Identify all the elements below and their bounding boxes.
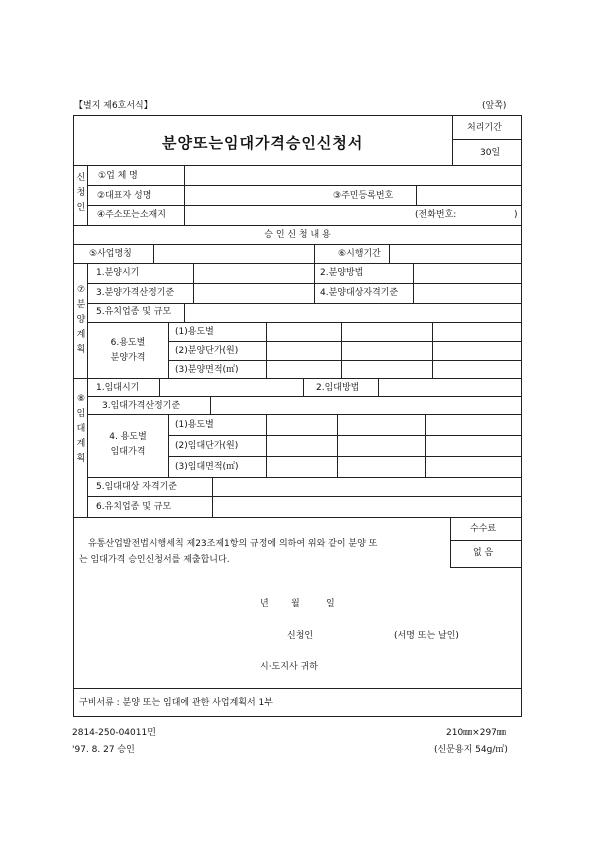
sale-sub-unit-price: (2)분양단가(원) — [175, 346, 239, 356]
sale-facility-divider — [184, 303, 185, 322]
business-name-divider — [153, 244, 154, 263]
footer-approval: '97. 8. 27 승인 — [72, 745, 135, 755]
lease-col-1 — [266, 414, 267, 477]
sale-group-label: ⑦분양계획 — [76, 285, 86, 355]
recipient-label: 시·도지사 귀하 — [260, 662, 318, 672]
lease-by-use-label-2: 임대가격 — [110, 447, 146, 457]
business-name-label: ⑤사업명칭 — [89, 249, 132, 259]
lease-group-divider — [87, 378, 88, 477]
processing-divider — [452, 115, 453, 165]
applicant-line-2 — [87, 205, 522, 206]
sale-sub-area: (3)분양면적(㎡) — [175, 365, 239, 375]
business-period-divider-left — [314, 244, 315, 263]
applicant-group-label: 신청인 — [76, 173, 86, 213]
page-side: (앞쪽) — [482, 101, 507, 111]
business-period-divider-right — [389, 244, 390, 263]
lease-sub-line-2 — [168, 456, 522, 457]
lease-by-use-label-1: 4. 용도별 — [109, 432, 147, 442]
lease-lower-group-divider — [87, 477, 88, 517]
lease-line-3 — [87, 477, 522, 478]
sale-time-label: 1.분양시기 — [96, 268, 140, 278]
lease-sub-unit-price: (2)임대단가(원) — [175, 441, 239, 451]
sale-by-use-label-1: 6.용도별 — [110, 338, 146, 348]
sale-line-1 — [87, 283, 522, 284]
lease-line-2 — [87, 414, 522, 415]
processing-value: 30일 — [480, 148, 501, 158]
lease-qualification-label: 5.임대대상 자격기준 — [96, 482, 178, 492]
lease-sub-use: (1)용도별 — [175, 420, 214, 430]
lease-bottom-line — [73, 517, 522, 518]
footer-paper: (신문용지 54g/㎡) — [434, 745, 508, 755]
sale-method-label: 2.분양방법 — [320, 268, 364, 278]
lease-time-divider — [159, 378, 160, 396]
fee-mid-line — [450, 540, 522, 541]
content-header: 승 인 신 청 내 용 — [264, 230, 331, 240]
resident-no-divider — [416, 185, 417, 205]
declaration-line-1: 유통산업발전법시행세칙 제23조제1항의 규정에 의하여 위와 같이 분양 또 — [88, 539, 378, 549]
sale-by-use-label-2: 분양가격 — [110, 353, 146, 363]
sale-price-basis-label: 3.분양가격산정기준 — [96, 288, 175, 298]
sale-bottom-line — [73, 378, 522, 379]
applicant-group-divider — [87, 165, 88, 225]
sale-col-2 — [341, 322, 342, 378]
sale-line-2 — [87, 303, 522, 304]
sale-qualification-label: 4.분양대상자격기준 — [320, 288, 399, 298]
lease-sub-area: (3)임대면적(㎡) — [175, 462, 239, 472]
form-number: 【별지 제6호서식】 — [74, 101, 153, 111]
fee-bottom-line — [450, 567, 522, 568]
sale-col-3 — [432, 322, 433, 378]
applicant-sign-label: 신청인 — [287, 631, 314, 641]
date-year: 년 — [260, 599, 269, 609]
applicant-bottom-line — [73, 225, 522, 226]
lease-method-label: 2.임대방법 — [316, 383, 360, 393]
business-period-label: ⑥시행기간 — [338, 249, 381, 259]
attachments-top-line — [73, 688, 522, 689]
lease-time-label: 1.임대시기 — [96, 383, 140, 393]
footer-code: 2814-250-04011민 — [72, 728, 156, 738]
sign-or-seal-label: (서명 또는 날인) — [394, 631, 459, 641]
lease-line-4 — [87, 496, 522, 497]
lease-qualification-divider — [212, 477, 213, 517]
lease-line-1 — [87, 396, 522, 397]
sale-col-1 — [266, 322, 267, 378]
phone-close: ) — [514, 210, 518, 220]
date-day: 일 — [326, 599, 335, 609]
sale-sub-divider — [168, 322, 169, 378]
lease-sub-line-1 — [168, 435, 522, 436]
form-title: 분양또는임대가격승인신청서 — [162, 134, 364, 152]
sale-sub-line-2 — [168, 360, 522, 361]
lease-group-label: ⑧임대계획 — [76, 394, 86, 464]
fee-value: 없 음 — [473, 548, 494, 558]
attachments-label: 구비서류 : 분양 또는 임대에 관한 사업계획서 1부 — [79, 698, 273, 708]
business-bottom-line — [73, 263, 522, 264]
sale-line-3 — [87, 322, 522, 323]
lease-method-divider-right — [378, 378, 379, 396]
footer-size: 210㎜×297㎜ — [446, 728, 506, 738]
title-bottom-line — [73, 165, 522, 166]
declaration-line-2: 는 임대가격 승인신청서를 제출합니다. — [79, 555, 230, 565]
applicant-line-1 — [87, 185, 522, 186]
fee-divider — [450, 517, 451, 567]
lease-price-basis-label: 3.임대가격산정기준 — [102, 401, 181, 411]
processing-mid-line — [452, 139, 522, 140]
resident-no-label: ③주민등록번호 — [333, 191, 394, 201]
lease-method-divider-left — [303, 378, 304, 396]
company-label: ①업 체 명 — [98, 171, 138, 181]
lease-sub-divider — [168, 414, 169, 477]
company-value-divider — [184, 165, 185, 225]
address-label: ④주소또는소재지 — [97, 210, 166, 220]
lease-price-basis-divider — [210, 396, 211, 414]
date-month: 월 — [291, 599, 300, 609]
content-header-line — [73, 244, 522, 245]
fee-label: 수수료 — [470, 524, 497, 534]
lease-col-3 — [425, 414, 426, 477]
phone-label: (전화번호: — [415, 210, 457, 220]
lease-col-2 — [337, 414, 338, 477]
sale-facility-label: 5.유치업종 및 규모 — [96, 307, 172, 317]
sale-sub-line-1 — [168, 341, 522, 342]
rep-name-label: ②대표자 성명 — [97, 191, 152, 201]
sale-sub-use: (1)용도별 — [175, 327, 214, 337]
lease-facility-label: 6.유치업종 및 규모 — [96, 502, 172, 512]
processing-label: 처리기간 — [467, 123, 502, 133]
